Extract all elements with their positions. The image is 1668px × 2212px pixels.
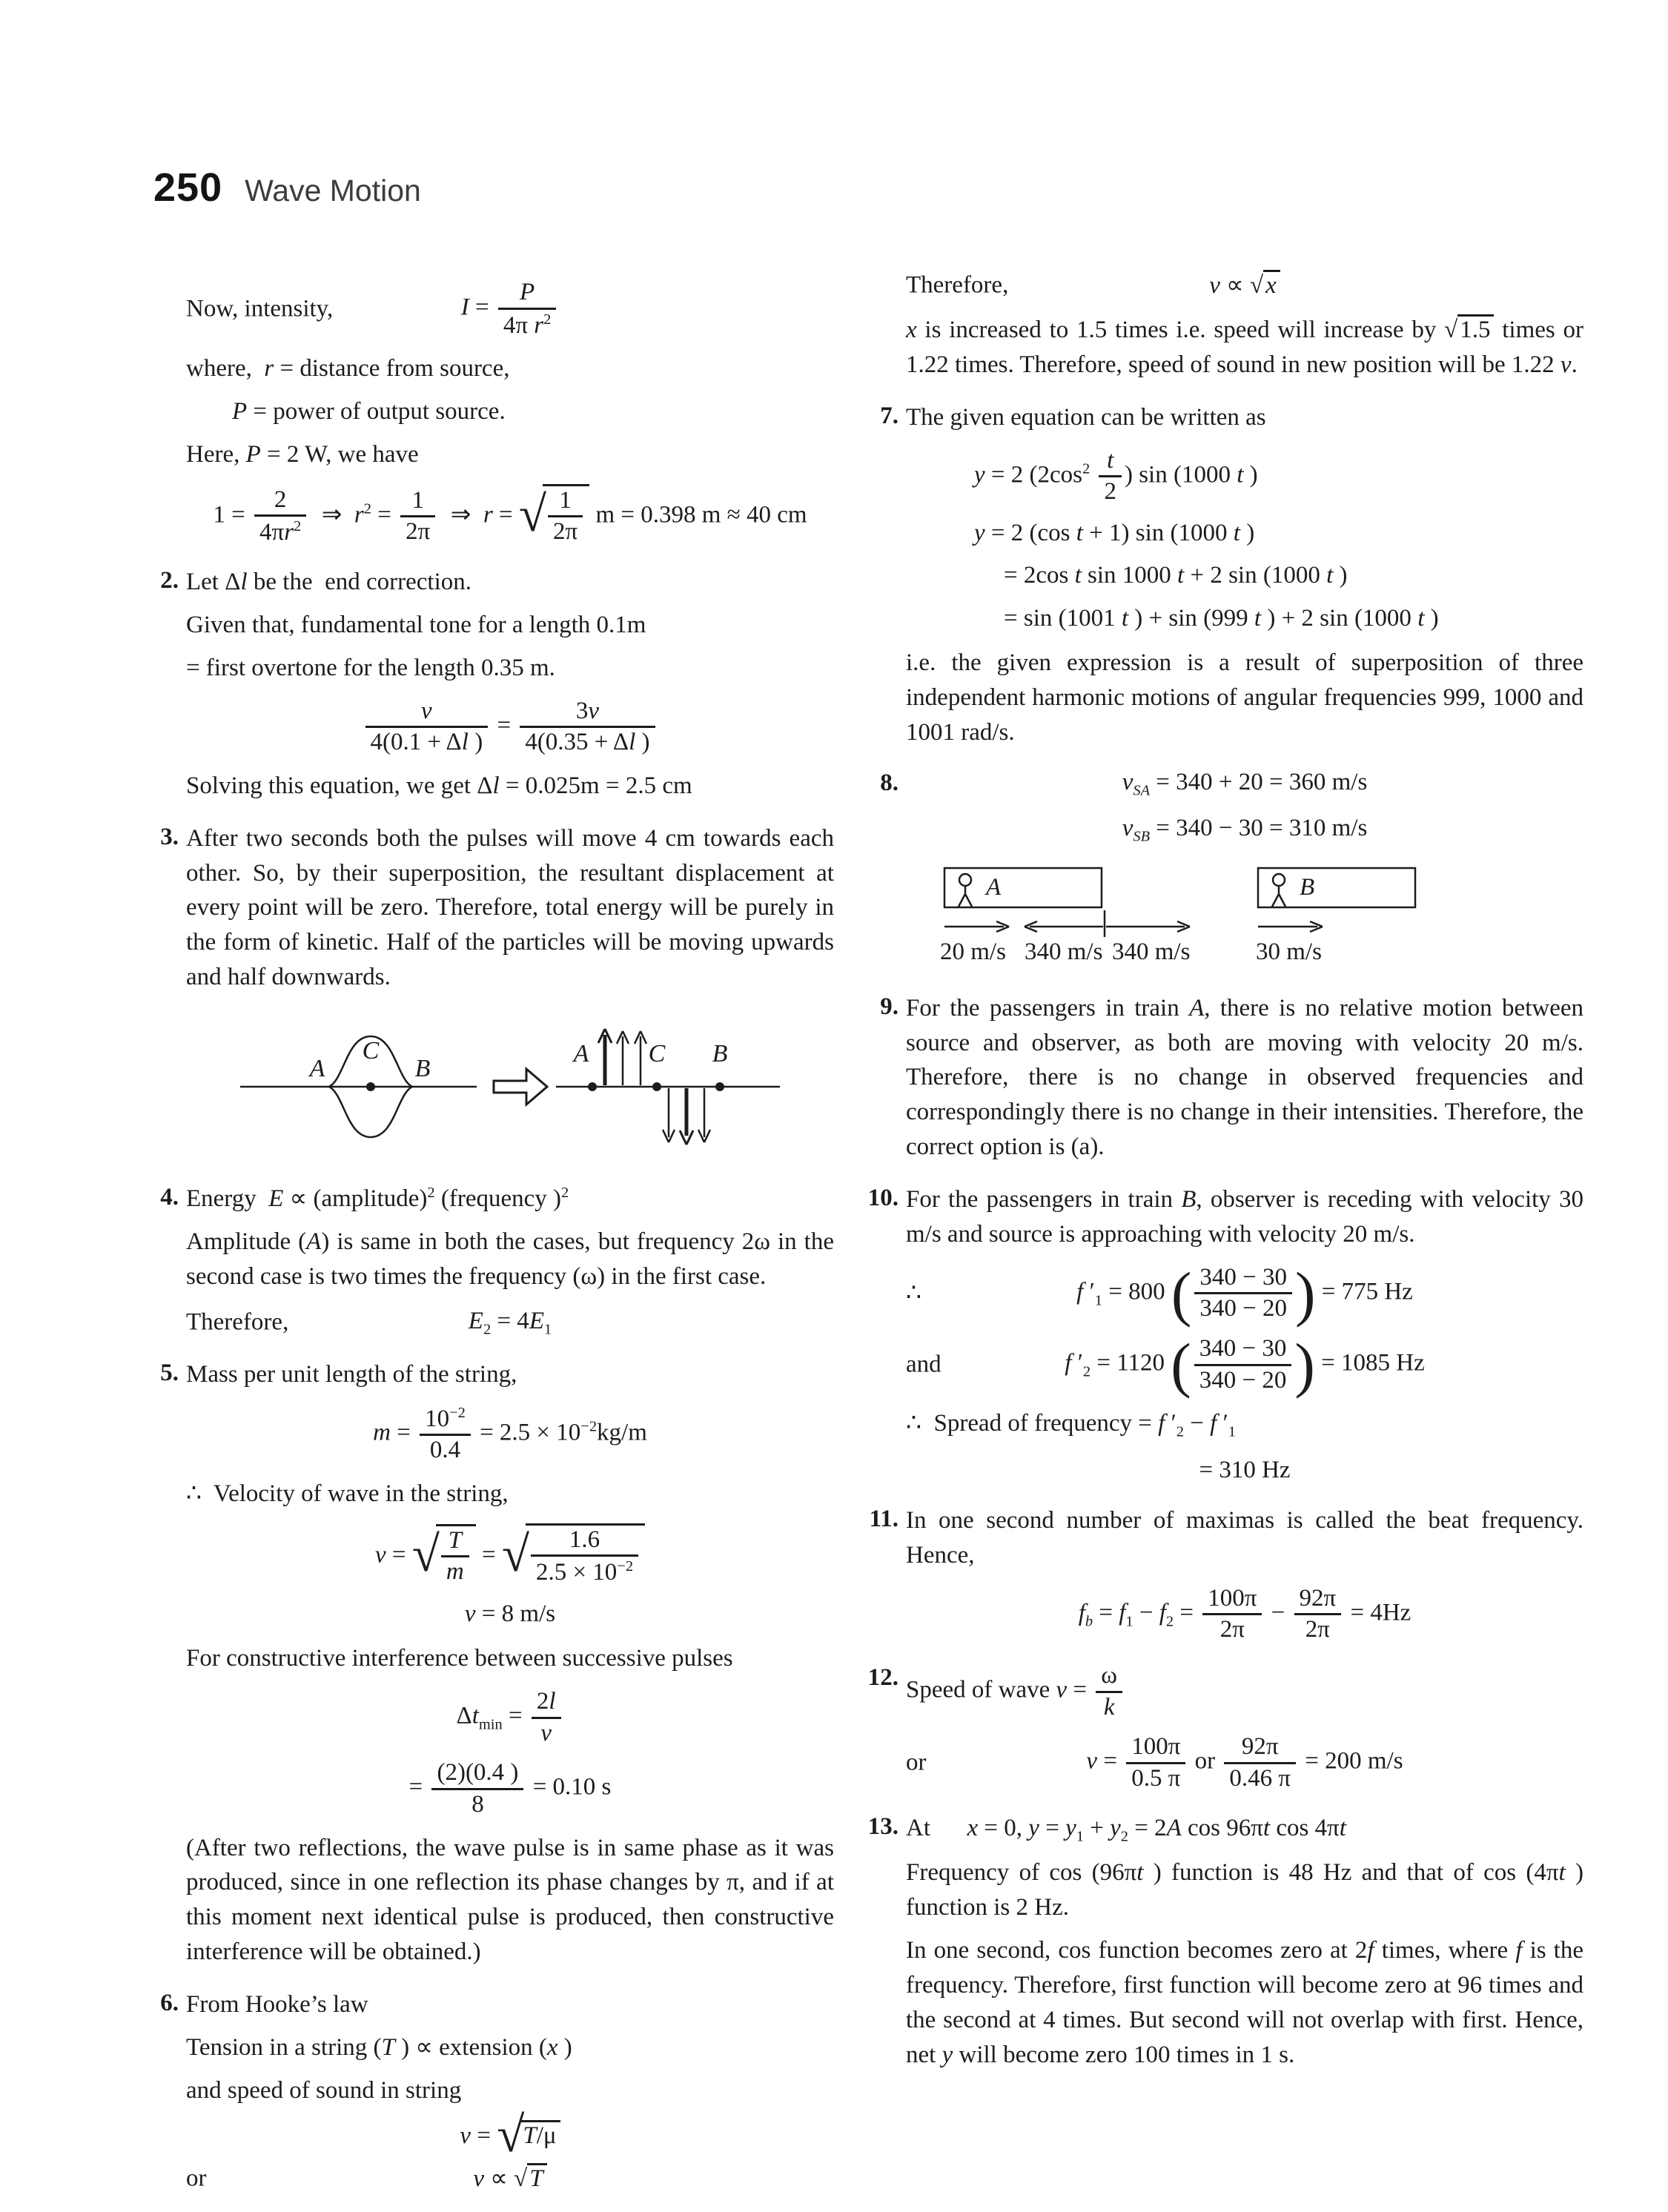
equation: = sin (1001 t ) + sin (999 t ) + 2 sin (1000 t ) (1004, 604, 1439, 632)
paragraph: In one second, cos function becomes zero at 2f times, where f is the frequency. Therefore, first function will become zero at 96 times and the second at 4 times. But second will not overlap with first. Hence, net y will become zero 100 times in 1 s. (906, 1936, 1583, 2068)
figure-label-c2: C (648, 1040, 666, 1068)
observer-a-icon (959, 874, 971, 886)
paragraph: For the passengers in train A, there is no relative motion between source and observer, as both are moving with velocity 20 m/s. Therefore, there is no change in observed frequencies and correspondingly there is no change in their intensities. Therefore, the correct option is (a). (906, 994, 1583, 1161)
equation: $f_b = f_1 - f_2$ = $\frac{100\pi}{2\pi}$ − $\frac{92\pi}{2\pi}$ = 4Hz (1078, 1584, 1411, 1643)
equation: = $\frac{(2)(0.4 )}{8}$ = 0.10 s (408, 1759, 612, 1818)
paragraph: Mass per unit length of the string, (186, 1360, 517, 1388)
item-number: 2. (160, 567, 179, 595)
paragraph: where, r = distance from source, (186, 355, 510, 383)
paragraph: P = power of output source. (232, 398, 506, 425)
item-number: 7. (880, 402, 898, 429)
equation: v = √T/μ (186, 2120, 834, 2151)
implies-block-arrow (494, 1069, 547, 1105)
speed-label-train-a: 20 m/s (940, 938, 1006, 965)
paragraph: For constructive interference between successive pulses (186, 1645, 733, 1672)
solution-item-12 (867, 1662, 1583, 1793)
paragraph: ∴ Spread of frequency = f $'_2 - f$ $'_1$ (906, 1410, 1236, 1440)
figure-label-a2: A (573, 1040, 589, 1068)
equation: and f $'_2 = 1120$ ( $\frac{340 - 30}{340 - 20}$ ) = 1085 Hz (906, 1331, 1425, 1400)
equation: v = 8 m/s (464, 1600, 556, 1628)
paragraph: i.e. the given expression is a result of superposition of three independent harmonic motions of angular frequencies 999, 1000 and 1001 rad/s. (906, 649, 1583, 746)
equation: = 2cos t sin 1000 t + 2 sin (1000 t ) (1004, 562, 1348, 589)
paragraph: After two seconds both the pulses will move 4 cm towards each other. So, by their superposition, the resultant displacement at every point will be zero. Therefore, total energy will be purely in the form of kinetic. Half of the particles will be moving upwards and half downwards. (186, 824, 834, 991)
solution-item-continued (873, 270, 1583, 383)
pulse-superposition-figure (186, 1013, 834, 1164)
speed-label-train-b: 30 m/s (1256, 938, 1322, 965)
train-b-label: B (1300, 873, 1315, 901)
equation: = 310 Hz (1199, 1456, 1291, 1483)
solution-item-continued (153, 279, 834, 547)
solution-item-7 (873, 400, 1583, 749)
figure-label-c: C (362, 1037, 380, 1065)
paragraph: In one second number of maximas is called the beat frequency. Hence, (906, 1507, 1583, 1569)
equation-label: Now, intensity, (186, 295, 334, 322)
item-number: 12. (867, 1664, 898, 1692)
trains-diagram (921, 864, 1440, 967)
item-number: 5. (160, 1359, 179, 1386)
paragraph: and speed of sound in string (186, 2076, 462, 2104)
equation: y = 2 (cos t + 1) sin (1000 t ) (974, 520, 1255, 547)
equation: $v_{SA} = 340 + 20 = 360$ m/s (1122, 769, 1368, 799)
item-number: 11. (869, 1506, 898, 1533)
paragraph: ∴ Velocity of wave in the string, (186, 1480, 509, 1507)
item-number: 4. (160, 1184, 179, 1211)
equation: y = 2 ($2\cos^2$ $\frac{t}{2}$ ) sin (1000 t ) (974, 446, 1258, 506)
item-number: 6. (160, 1990, 179, 2017)
equation: 1 = $\frac{2}{4\pi r^2}$ ⇒ $r^2$ = $\frac{1}{2\pi}$ ⇒ r = √ $\frac{1}{2\pi}$ m = 0.398 m ≈ 40 cm (186, 484, 834, 547)
equation: v = √ $\frac{T}{m}$ = √ $\frac{1.6}{2.5 \times 10^{-2}}$ (186, 1523, 834, 1587)
equation: ∴ f $'_1 = 800$ ( $\frac{340 - 30}{340 - 20}$ ) = 775 Hz (906, 1259, 1413, 1328)
paragraph: Speed of wave v = $\frac{\omega}{k}$ (906, 1662, 1583, 1721)
solution-item-3 (153, 821, 834, 1164)
paragraph: Frequency of cos (96πt ) function is 48 Hz and that of cos (4πt ) function is 2 Hz. (906, 1859, 1583, 1921)
solution-item-4 (153, 1182, 834, 1340)
paragraph: Let Δl be the end correction. (186, 569, 471, 596)
equation-label: Therefore, (906, 271, 1009, 299)
item-number: 10. (867, 1185, 898, 1212)
equation-label: Therefore, (186, 1308, 289, 1336)
paragraph: Solving this equation, we get Δl = 0.025m = 2.5 cm (186, 772, 692, 799)
paragraph: x is increased to 1.5 times i.e. speed will increase by √1.5 times or 1.22 times. Therefore, speed of sound in new position will be 1.22 v. (906, 313, 1583, 383)
equation: Therefore, $E_2 = 4E_1$ (186, 1307, 552, 1338)
solution-item-9 (873, 991, 1583, 1165)
solution-item-13 (867, 1811, 1583, 2073)
solution-item-8 (873, 767, 1583, 973)
paragraph: Given that, fundamental tone for a length 0.1m (186, 611, 646, 638)
solution-item-10 (867, 1182, 1583, 1486)
figure-label-b2: B (712, 1040, 728, 1068)
observer-b-icon (1273, 874, 1285, 886)
paragraph: Energy E ∝ (amplitude)$^2$ (frequency )$^2$ (186, 1185, 569, 1213)
paragraph: (After two reflections, the wave pulse is in same phase as it was produced, since in one reflection its phase changes by π, and if at this moment next identical pulse is produced, then constructive interference will be obtained.) (186, 1834, 834, 1966)
equation: $\frac{v}{4(0.1 + \Delta l )}$ = $\frac{3v}{4(0.35 + \Delta l )}$ (186, 698, 834, 757)
item-number: 8. (880, 769, 898, 797)
item-number: 13. (867, 1812, 898, 1840)
solution-item-2 (153, 565, 834, 804)
page-header (153, 165, 421, 211)
equation: $\Delta t_{min}$ = $\frac{2l}{v}$ (186, 1688, 834, 1747)
column-right (867, 258, 1584, 2090)
page-number: 250 (153, 165, 223, 210)
chapter-title: Wave Motion (245, 173, 421, 208)
trains-doppler-figure (921, 864, 1583, 973)
paragraph: The given equation can be written as (906, 403, 1266, 431)
solution-item-5 (153, 1357, 834, 1970)
figure-label-b: B (414, 1055, 431, 1083)
paragraph: Here, P = 2 W, we have (186, 440, 419, 468)
paragraph: At x = 0, $y = y_1 + y_2 = 2A$ cos 96πt cos 4πt (906, 1814, 1346, 1845)
item-number: 9. (880, 993, 898, 1020)
paragraph: For the passengers in train B, observer is receding with velocity 30 m/s and source is approaching with velocity 20 m/s. (906, 1186, 1583, 1248)
paragraph: Amplitude (A) is same in both the cases, but frequency 2ω in the second case is two times the frequency (ω) in the first case. (186, 1228, 834, 1290)
solution-item-11 (869, 1503, 1583, 1644)
item-number: 3. (160, 823, 179, 850)
equation: $v_{SB} = 340 - 30 = 310$ m/s (1122, 814, 1368, 845)
column-left (153, 267, 834, 2212)
equation: Now, intensity, I = $\frac{P}{4\pi r^2}$ (186, 279, 834, 340)
equation-label: or (186, 2165, 207, 2192)
paragraph: = first overtone for the length 0.35 m. (186, 654, 555, 681)
paragraph: From Hooke’s law (186, 1991, 368, 2019)
equation: or v ∝ √T (186, 2163, 834, 2194)
figure-label-a: A (309, 1055, 325, 1083)
equation: Therefore, v ∝ √x (906, 270, 1583, 301)
equation-label: ∴ (906, 1279, 921, 1307)
speed-label-sound-right: 340 m/s (1112, 938, 1191, 965)
speed-label-sound-left: 340 m/s (1025, 938, 1103, 965)
equation: or v = $\frac{100\pi}{0.5 \pi}$ or $\frac{92\pi}{0.46 \pi}$ = 200 m/s (906, 1733, 1403, 1792)
paragraph: Tension in a string (T ) ∝ extension (x ) (186, 2033, 572, 2061)
solution-item-6 (153, 1987, 834, 2194)
equation-label: or (906, 1749, 927, 1776)
pulse-diagram (236, 1013, 784, 1157)
train-a-label: A (986, 873, 1002, 901)
equation: m = $\frac{10^{-2}}{0.4}$ = $2.5 \times 10^{-2}kg/m$ (373, 1404, 647, 1464)
equation-label: and (906, 1351, 941, 1378)
